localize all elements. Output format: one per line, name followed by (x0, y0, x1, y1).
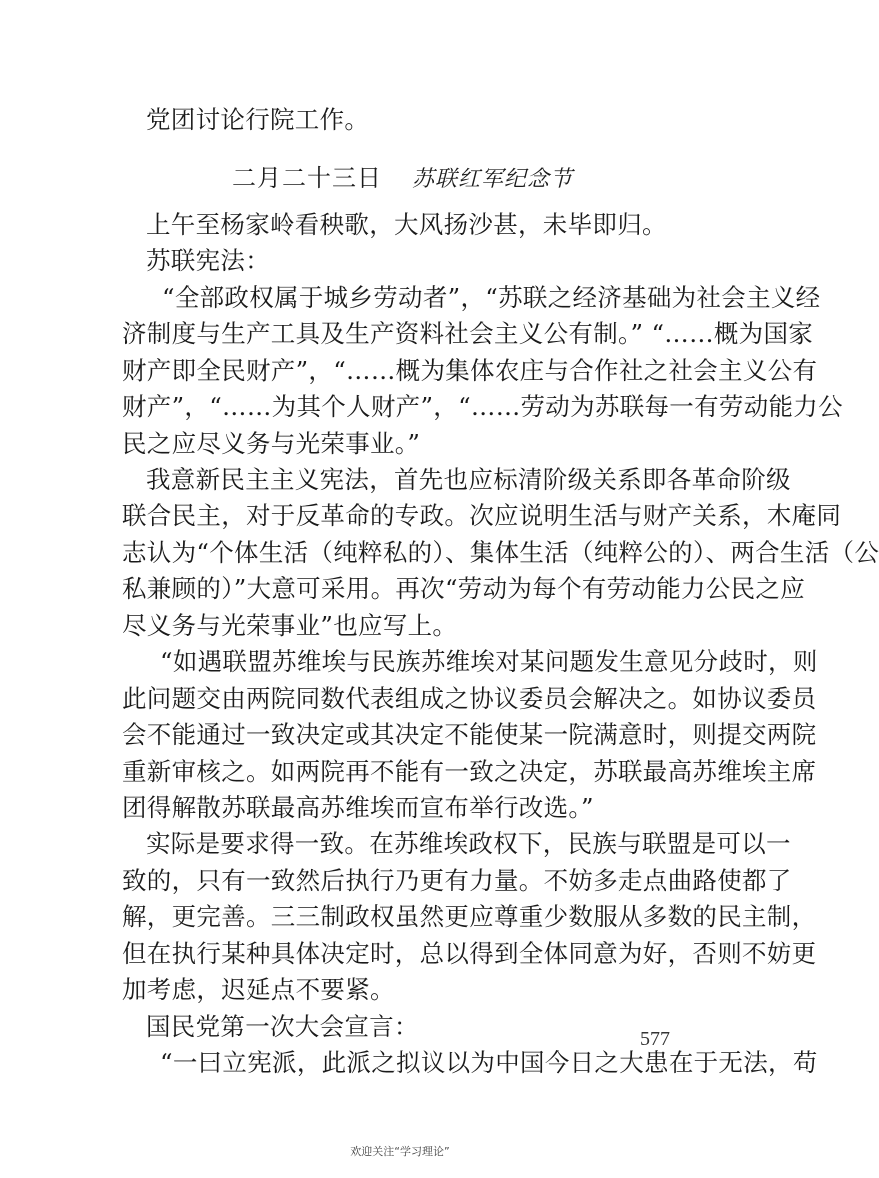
text-line: 财产即全民财产”，“……概为集体农庄与合作社之社会主义公有 (122, 356, 818, 385)
text-line: 加考虑，迟延点不要紧。 (122, 975, 395, 1004)
text-line: 实际是要求得一致。在苏维埃政权下，民族与联盟是可以一 (146, 829, 791, 858)
text-line: 联合民主，对于反革命的专政。次应说明生活与财产关系，木庵同 (122, 501, 842, 530)
text-line: 重新审核之。如两院再不能有一致之决定，苏联最高苏维埃主席 (122, 757, 817, 786)
text-line: 此问题交由两院同数代表组成之协议委员会解决之。如协议委员 (122, 684, 817, 713)
text-line: “全部政权属于城乡劳动者”，“苏联之经济基础为社会主义经 (162, 283, 821, 312)
text-line: 济制度与生产工具及生产资料社会主义公有制。” “……概为国家 (122, 319, 814, 348)
footer-caption: 欢迎关注“学习理论” (350, 1145, 450, 1158)
text-line: 致的，只有一致然后执行乃更有力量。不妨多走点曲路使都了 (122, 866, 792, 895)
heading-date: 二月二十三日 (232, 164, 382, 192)
text-line: 党团讨论行院工作。 (146, 105, 370, 134)
page-number: 577 (640, 1028, 670, 1050)
text-line: 私兼顾的）”大意可采用。再次“劳动为每个有劳动能力公民之应 (122, 574, 805, 603)
text-line: 但在执行某种具体决定时，总以得到全体同意为好，否则不妨更 (122, 939, 817, 968)
text-line: 上午至杨家岭看秧歌，大风扬沙甚，未毕即归。 (146, 210, 667, 239)
text-line: 财产”，“……为其个人财产”，“……劳动为苏联每一有劳动能力公 (122, 392, 843, 421)
section-heading (232, 162, 573, 196)
text-line: “如遇联盟苏维埃与民族苏维埃对某问题发生意见分歧时，则 (160, 647, 818, 676)
text-line: 民之应尽义务与光荣事业。” (122, 429, 421, 458)
text-line: 我意新民主主义宪法，首先也应标清阶级关系即各革命阶级 (146, 465, 791, 494)
text-line: “一曰立宪派，此派之拟议以为中国今日之大患在于无法，苟 (160, 1048, 818, 1077)
text-line: 尽义务与光荣事业”也应写上。 (122, 611, 458, 640)
text-line: 志认为“个体生活（纯粹私的）、集体生活（纯粹公的）、两合生活（公 (122, 538, 879, 567)
text-line: 会不能通过一致决定或其决定不能使某一院满意时，则提交两院 (122, 720, 817, 749)
text-line: 国民党第一次大会宣言： (146, 1012, 419, 1041)
text-line: 团得解散苏联最高苏维埃而宣布举行改选。” (122, 793, 594, 822)
heading-festival: 苏联红军纪念节 (412, 167, 574, 192)
text-line: 苏联宪法： (146, 246, 270, 275)
text-line: 解，更完善。三三制政权虽然更应尊重少数服从多数的民主制， (122, 902, 817, 931)
